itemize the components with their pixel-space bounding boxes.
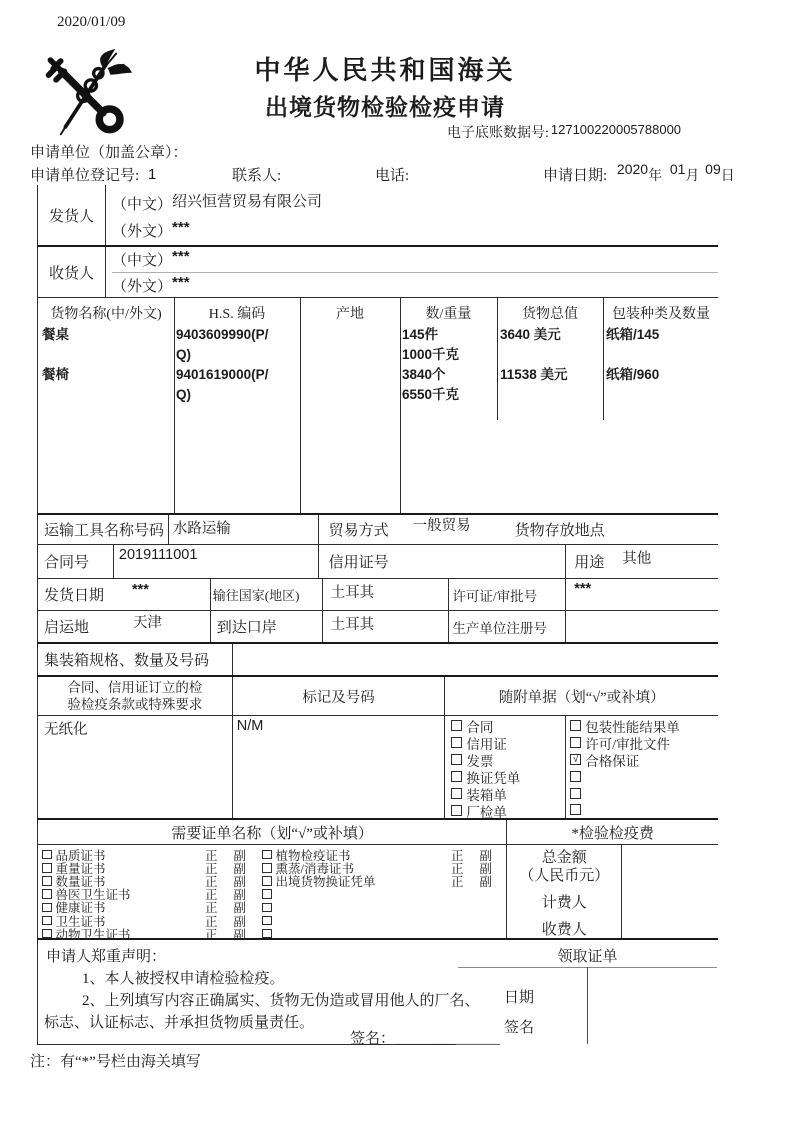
declaration-bottom-border: [38, 1044, 456, 1045]
doc-item: 换证凭单: [451, 768, 565, 785]
consignor-content: [106, 185, 718, 245]
arrival-port-value: 土耳其: [330, 617, 375, 633]
cert-item: 动物卫生证书 正 副: [42, 927, 258, 940]
consignee-content: [106, 247, 718, 297]
checkbox: [42, 876, 52, 886]
certificates-content-row: [37, 845, 718, 940]
marks-value: N/M: [236, 718, 264, 734]
ship-date-value: ***: [132, 581, 149, 598]
contract-value: 2019111001: [118, 547, 198, 563]
checkbox: [570, 788, 581, 799]
fee-labels-cell: [507, 845, 622, 938]
eledger-line: [447, 122, 681, 142]
arrival-port-value-cell: [323, 611, 450, 642]
declaration-item2b: 标志、认证标志、并承担货物质量责任。: [44, 1015, 315, 1031]
doc-item: 装箱单: [451, 785, 565, 802]
consignor-label: 发货人: [38, 185, 106, 245]
certificates-header-row: [37, 820, 718, 845]
page-subtitle: 出境货物检验检疫申请: [265, 95, 505, 120]
checkbox: [262, 929, 272, 939]
declaration-item1: 1、本人被授权申请检验检疫。: [82, 971, 285, 987]
apply-year-unit: 年: [648, 169, 663, 184]
fee-currency-label: （人民币元）: [519, 868, 610, 884]
transport-row: [37, 515, 718, 545]
checkbox: [262, 889, 272, 899]
contact-label: 联系人:: [232, 168, 282, 184]
marks-header: 标记及号码: [233, 677, 446, 715]
vehicle-value-cell: [169, 515, 319, 544]
doc-item: [570, 768, 718, 785]
departure-label: 启运地: [44, 620, 90, 636]
cert-item: 品质证书 正 副: [42, 848, 258, 861]
ship-date-label: 发货日期: [44, 588, 105, 604]
cert-item: 数量证书 正 副: [42, 874, 258, 887]
goods-header-packing: 包装种类及数量: [612, 307, 710, 322]
fee-values-cell: [622, 845, 718, 938]
fee-collect-label: 收费人: [541, 922, 587, 938]
use-value: 其他: [622, 551, 652, 567]
apply-year: 2020: [616, 161, 649, 177]
container-label: 集装箱规格、数量及号码: [38, 644, 233, 675]
vehicle-value: 水路运输: [172, 521, 231, 537]
clauses-header-row: [37, 677, 718, 716]
fee-calc-label: 计费人: [541, 895, 587, 911]
declaration-section: [37, 940, 718, 1045]
dest-country-value-cell: [323, 579, 450, 610]
doc-item: [570, 801, 718, 818]
goods-header-qty: 数/重量: [425, 307, 472, 322]
cert-item: 重量证书 正 副: [42, 861, 258, 874]
trade-mode-value: 一般贸易: [412, 518, 471, 534]
consignor-row: [37, 185, 718, 247]
container-value-cell: [233, 644, 718, 675]
consignee-label: 收货人: [38, 247, 106, 297]
certificates-header: 需要证单名称（划“√”或补填）: [38, 820, 507, 844]
goods-row-packing: 纸箱/960: [606, 367, 660, 382]
docs-checklist-col2: [566, 716, 718, 818]
application-form: [37, 185, 718, 1045]
goods-divider: [174, 298, 175, 513]
departure-row: [37, 611, 718, 644]
apply-date: [543, 161, 735, 185]
checkbox: [262, 916, 272, 926]
eledger-number: 127100220005788000: [550, 122, 682, 137]
goods-table: [37, 298, 718, 515]
checkbox: [451, 754, 462, 765]
checkbox: [570, 804, 581, 815]
storage-label: 货物存放地点: [514, 523, 605, 539]
permit-value-cell: [566, 579, 718, 610]
doc-item: 合同: [451, 717, 565, 734]
page-title: 中华人民共和国海关: [254, 56, 516, 85]
applicant-unit-label: 申请单位（加盖公章）：: [30, 145, 188, 161]
goods-row-name: 餐椅: [42, 367, 69, 382]
fn-prefix: （外文）: [112, 223, 173, 240]
declaration-title: 申请人郑重声明：: [46, 949, 167, 965]
arrival-port-label: 到达口岸: [211, 611, 323, 642]
clauses-content-row: [37, 716, 718, 820]
goods-divider: [300, 298, 301, 513]
cert-item: 健康证书 正 副: [42, 901, 258, 914]
goods-header-value: 货物总值: [522, 307, 578, 322]
fee-total-label: 总金额: [541, 850, 587, 866]
declaration-item2a: 2、上列填写内容正确属实、货物无伪造或冒用他人的厂名、: [82, 993, 480, 1009]
cert-item: [262, 901, 504, 914]
terms-header: 合同、信用证订立的检 验检疫条款或特殊要求: [38, 677, 233, 715]
departure-cell: [38, 611, 211, 642]
fee-header: *检验检疫费: [571, 825, 654, 842]
apply-day: 09: [705, 161, 721, 177]
ship-date-cell: [38, 579, 211, 610]
ship-date-row: [37, 579, 718, 611]
container-row: [37, 644, 718, 677]
doc-item: [570, 785, 718, 802]
apply-month: 01: [669, 161, 686, 177]
doc-item: 发票: [451, 751, 565, 768]
applicant-info-line: [0, 161, 793, 186]
checkbox: [42, 889, 52, 899]
checkbox: [42, 863, 52, 873]
goods-row-hs: 9403609990(P/Q): [176, 327, 269, 362]
goods-header-name: 货物名称(中/外文): [50, 307, 162, 322]
checkbox: [262, 903, 272, 913]
doc-item: 许可/审批文件: [570, 734, 718, 751]
permit-value: ***: [574, 581, 592, 597]
consignor-cn-value: 绍兴恒营贸易有限公司: [172, 192, 323, 210]
apply-date-label: 申请日期:: [543, 168, 608, 184]
cert-item: 熏蒸/消毒证书 正 副: [262, 861, 504, 874]
credit-label: 信用证号: [319, 545, 567, 578]
checkbox: [42, 903, 52, 913]
pickup-title: 领取证单: [557, 949, 618, 965]
cn-prefix: （中文）: [112, 196, 173, 213]
contract-value-cell: [114, 545, 319, 578]
dest-country-value: 土耳其: [330, 585, 375, 601]
checkbox: [262, 876, 272, 886]
producer-reg-value-cell: [566, 611, 718, 642]
checkbox: [570, 720, 581, 731]
producer-reg-label: 生产单位注册号: [449, 611, 566, 642]
checkbox: [262, 850, 272, 860]
checkbox: [42, 850, 52, 860]
pickup-divider: [587, 967, 588, 1044]
departure-value: 天津: [133, 615, 163, 631]
use-label: 用途: [574, 555, 605, 571]
goods-row-hs: 9401619000(P/Q): [176, 367, 269, 402]
vehicle-label: 运输工具名称号码: [38, 515, 169, 544]
pickup-date-label: 日期: [504, 990, 535, 1006]
checkbox-checked: √: [570, 754, 581, 765]
doc-item: √ 合格保证: [570, 751, 718, 768]
permit-label: 许可证/审批号: [449, 579, 566, 610]
reg-no-value: 1: [148, 166, 157, 183]
goods-row-qty: 145件 1000千克 3840个 6550千克: [402, 327, 460, 402]
trade-mode-label: 贸易方式: [328, 523, 389, 539]
goods-row-packing: 纸箱/145: [606, 327, 660, 342]
goods-row-value: 11538 美元: [500, 367, 568, 382]
checkbox: [451, 720, 462, 731]
dest-country-label: 输往国家(地区): [211, 579, 323, 610]
trade-mode-cell: [319, 515, 718, 544]
checkbox: [42, 929, 52, 939]
cert-item: 卫生证书 正 副: [42, 914, 258, 927]
footnote: 注：有“*”号栏由海关填写: [30, 1054, 201, 1070]
checkbox: [451, 788, 462, 799]
cert-item: 植物检疫证书 正 副: [262, 848, 504, 861]
consignee-row: [37, 247, 718, 298]
cert-item: [262, 927, 504, 940]
checkbox: [262, 863, 272, 873]
goods-header-hs: H.S. 编码: [208, 307, 266, 322]
doc-item: 厂检单: [451, 802, 565, 819]
eledger-label: 电子底账数据号:: [447, 126, 549, 141]
goods-row-value: 3640 美元: [500, 327, 561, 342]
consignor-fn-value: ***: [172, 218, 190, 236]
terms-value: 无纸化: [44, 722, 88, 738]
marks-value-cell: [233, 716, 446, 818]
apply-day-unit: 日: [720, 169, 735, 184]
checkbox: [451, 805, 462, 816]
terms-value-cell: [38, 716, 233, 818]
reg-no-label: 申请单位登记号:: [30, 168, 140, 184]
goods-row-name: 餐桌: [42, 327, 69, 342]
use-cell: [566, 545, 718, 578]
cert-col1: [42, 848, 258, 940]
doc-item: 信用证: [451, 734, 565, 751]
consignee-fn-value: ***: [172, 273, 190, 291]
fn-prefix: （外文）: [112, 278, 173, 295]
doc-item: 包装性能结果单: [570, 717, 718, 734]
contract-row: [37, 545, 718, 579]
signature-line: 签名：______________: [350, 1031, 501, 1047]
docs-checklist-col1: [445, 716, 566, 818]
checkbox: [570, 771, 581, 782]
goods-divider: [400, 298, 401, 513]
cert-item: 兽医卫生证书 正 副: [42, 888, 258, 901]
cert-item: [262, 914, 504, 927]
print-date: 2020/01/09: [57, 14, 126, 30]
certificates-checklists: [38, 845, 507, 942]
consignee-cn-value: ***: [172, 248, 190, 265]
attached-docs-header: 随附单据（划“√”或补填）: [498, 689, 665, 706]
goods-header-origin: 产地: [336, 307, 364, 322]
checkbox: [451, 737, 462, 748]
cert-col2: [262, 848, 504, 940]
checkbox: [451, 771, 462, 782]
apply-month-unit: 月: [685, 169, 700, 184]
checkbox: [570, 737, 581, 748]
pickup-sign-label: 签名: [504, 1020, 535, 1036]
applicant-unit-line: [30, 141, 188, 162]
contract-label: 合同号: [38, 545, 114, 578]
cn-prefix: （中文）: [112, 253, 173, 269]
phone-label: 电话:: [375, 168, 410, 184]
checkbox: [42, 916, 52, 926]
cert-item: 出境货物换证凭单 正 副: [262, 874, 504, 887]
